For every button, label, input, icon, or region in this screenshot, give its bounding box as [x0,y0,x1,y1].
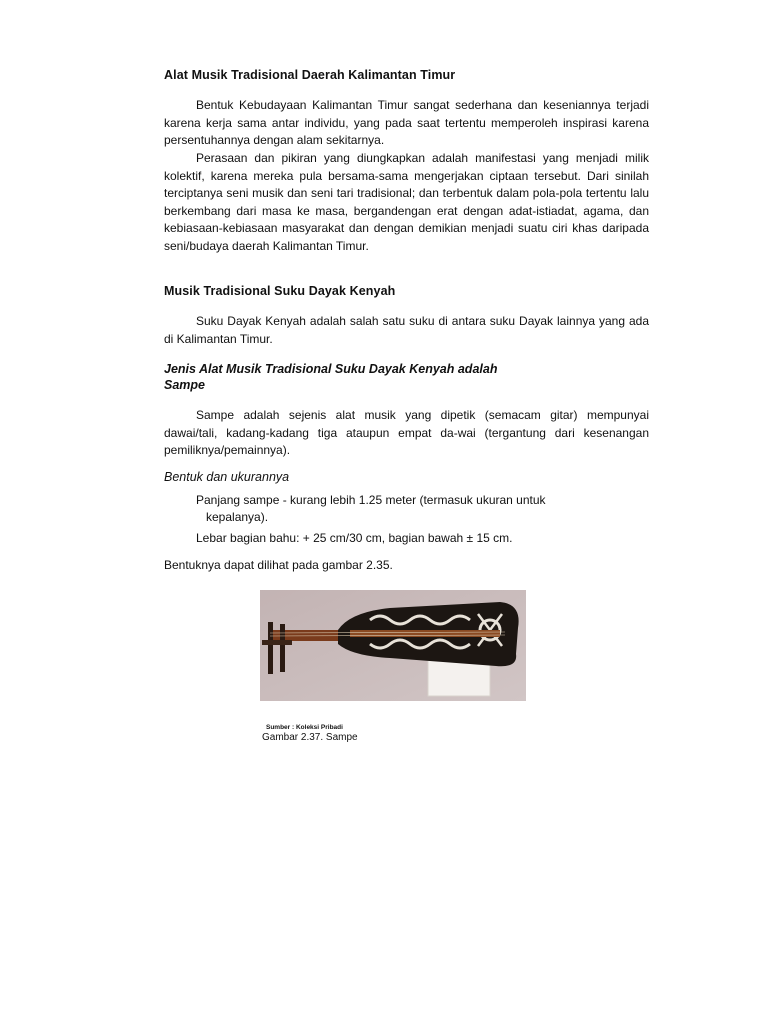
sampe-paragraph: Sampe adalah sejenis alat musik yang dipetik (semacam gitar) mempunyai dawai/tali, kadang-kadang tiga ataupun empat da-wai (tergantung dari kesenangan pemiliknya/pemainnya). [164,408,649,457]
tuning-peg [262,640,292,645]
size-item-length-line1: Panjang sampe - kurang lebih 1.25 meter (termasuk ukuran untuk [196,493,546,507]
see-figure-text: Bentuknya dapat dilihat pada gambar 2.35. [164,558,393,572]
size-item-length [196,492,606,526]
intro-paragraph-2: Perasaan dan pikiran yang diungkapkan adalah manifestasi yang menjadi milik kolektif, karena mereka pula bersama-sama mengerjakan ciptaan tersebut. Dari sinilah terciptanya seni musik dan seni tari tradisional; dan terbentuk dalam pola-pola tertentu lalu berkembang dari masa ke masa, bergandengan erat dengan adat-istiadat, agama, dan kebiasaan-kebiasaan masyarakat dan dengan demikian menjadi suatu ciri khas daripada seni/budaya daerah Kalimantan Timur. [164,151,649,253]
tuning-peg [268,622,273,674]
size-item-width: Lebar bagian bahu: + 25 cm/30 cm, bagian bawah ± 15 cm. [196,531,513,545]
sampe-photo [260,590,526,701]
figure-source: Sumber : Koleksi Pribadi [266,724,343,731]
figure-caption: Gambar 2.37. Sampe [262,732,358,743]
size-item-length-line2: kepalanya). [206,510,269,524]
section-heading-dayak-kenyah: Musik Tradisional Suku Dayak Kenyah [164,284,396,298]
sampe-fretboard [350,630,500,637]
tuning-peg [280,624,285,672]
document-title: Alat Musik Tradisional Daerah Kalimantan Timur [164,68,456,82]
section-heading-sampe-line1: Jenis Alat Musik Tradisional Suku Dayak Kenyah adalah [164,362,498,376]
size-heading: Bentuk dan ukurannya [164,470,290,484]
section-heading-sampe [164,361,564,393]
section-heading-sampe-line2: Sampe [164,378,205,392]
dayak-kenyah-paragraph: Suku Dayak Kenyah adalah salah satu suku di antara suku Dayak lainnya yang ada di Kalimantan Timur. [164,314,649,346]
intro-paragraph-1: Bentuk Kebudayaan Kalimantan Timur sangat sederhana dan keseniannya terjadi karena kerja sama antar individu, yang pada saat tertentu memperoleh inspirasi karena persentuhannya dengan alam sekitarnya. [164,98,649,147]
